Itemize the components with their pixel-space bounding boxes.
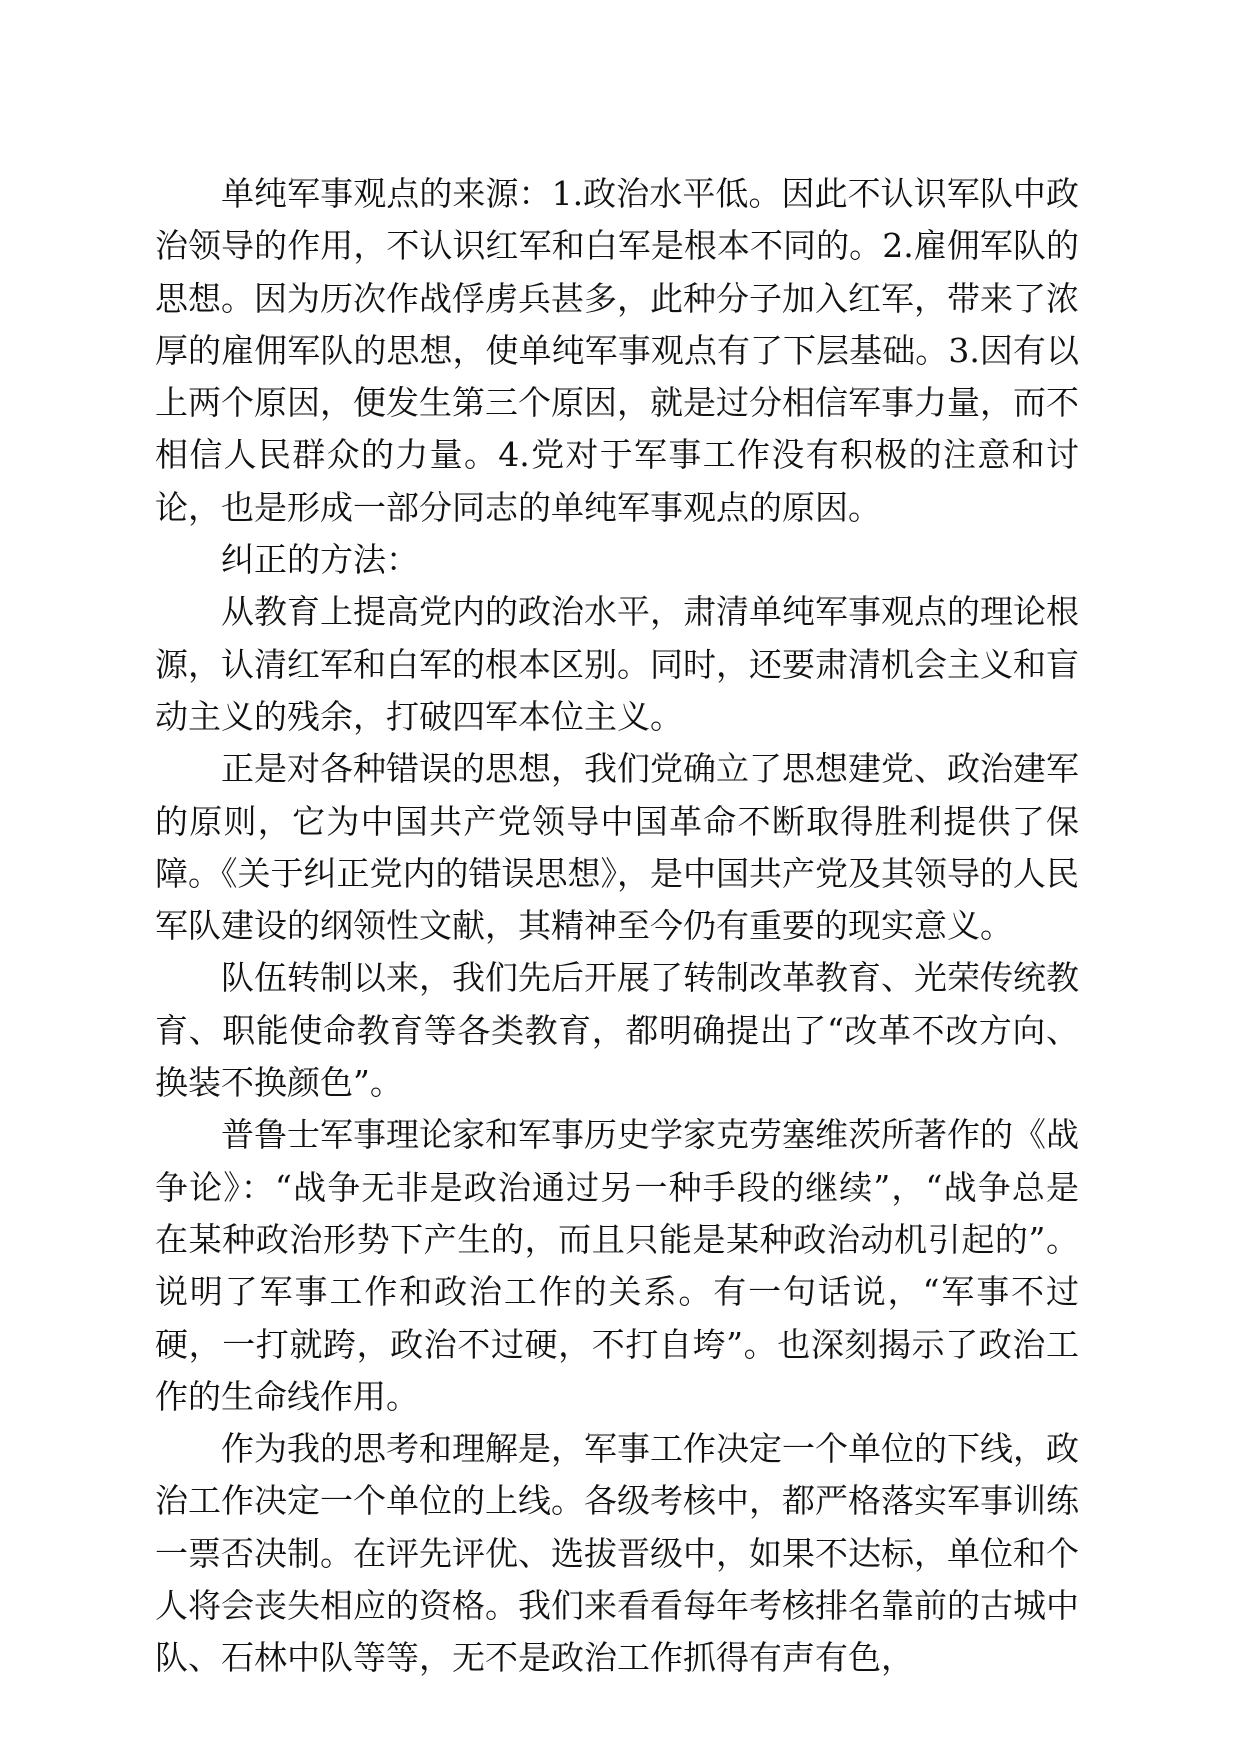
paragraph-correction-method: 从教育上提高党内的政治水平，肃清单纯军事观点的理论根源，认清红军和白军的根本区别。同时，还要肃清机会主义和盲动主义的残余，打破四军本位主义。 bbox=[155, 592, 1079, 736]
paragraph-party-principles: 正是对各种错误的思想，我们党确立了思想建党、政治建军的原则，它为中国共产党领导中国革命不断取得胜利提供了保障。《关于纠正党内的错误思想》，是中国共产党及其领导的人民军队建设的纲领性文献，其精神至今仍有重要的现实意义。 bbox=[155, 749, 1079, 946]
paragraph-reform-education: 队伍转制以来，我们先后开展了转制改革教育、光荣传统教育、职能使命教育等各类教育，都明确提出了“改革不改方向、换装不换颜色”。 bbox=[155, 958, 1079, 1103]
paragraph-personal-reflection: 作为我的思考和理解是，军事工作决定一个单位的下线，政治工作决定一个单位的上线。各级考核中，都严格落实军事训练一票否决制。在评先评优、选拔晋级中，如果不达标，单位和个人将会丧失相应的资格。我们来看看每年考核排名靠前的古城中队、石林中队等等，无不是政治工作抓得有声有色， bbox=[155, 1429, 1079, 1678]
paragraph-on-war-quote: 普鲁士军事理论家和军事历史学家克劳塞维茨所著作的《战争论》：“战争无非是政治通过另一种手段的继续”，“战争总是在某种政治形势下产生的，而且只能是某种政治动机引起的”。说明了军事工作和政治工作的关系。有一句话说，“军事不过硬，一打就跨，政治不过硬，不打自垮”。也深刻揭示了政治工作的生命线作用。 bbox=[155, 1115, 1079, 1416]
document-body bbox=[155, 168, 1079, 1685]
paragraph-military-viewpoint-sources: 单纯军事观点的来源：1.政治水平低。因此不认识军队中政治领导的作用，不认识红军和白军是根本不同的。2.雇佣军队的思想。因为历次作战俘虏兵甚多，此种分子加入红军，带来了浓厚的雇佣军队的思想，使单纯军事观点有了下层基础。3.因有以上两个原因，便发生第三个原因，就是过分相信军事力量，而不相信人民群众的力量。4.党对于军事工作没有积极的注意和讨论，也是形成一部分同志的单纯军事观点的原因。 bbox=[155, 174, 1079, 527]
paragraph-correction-heading: 纠正的方法： bbox=[221, 540, 419, 580]
